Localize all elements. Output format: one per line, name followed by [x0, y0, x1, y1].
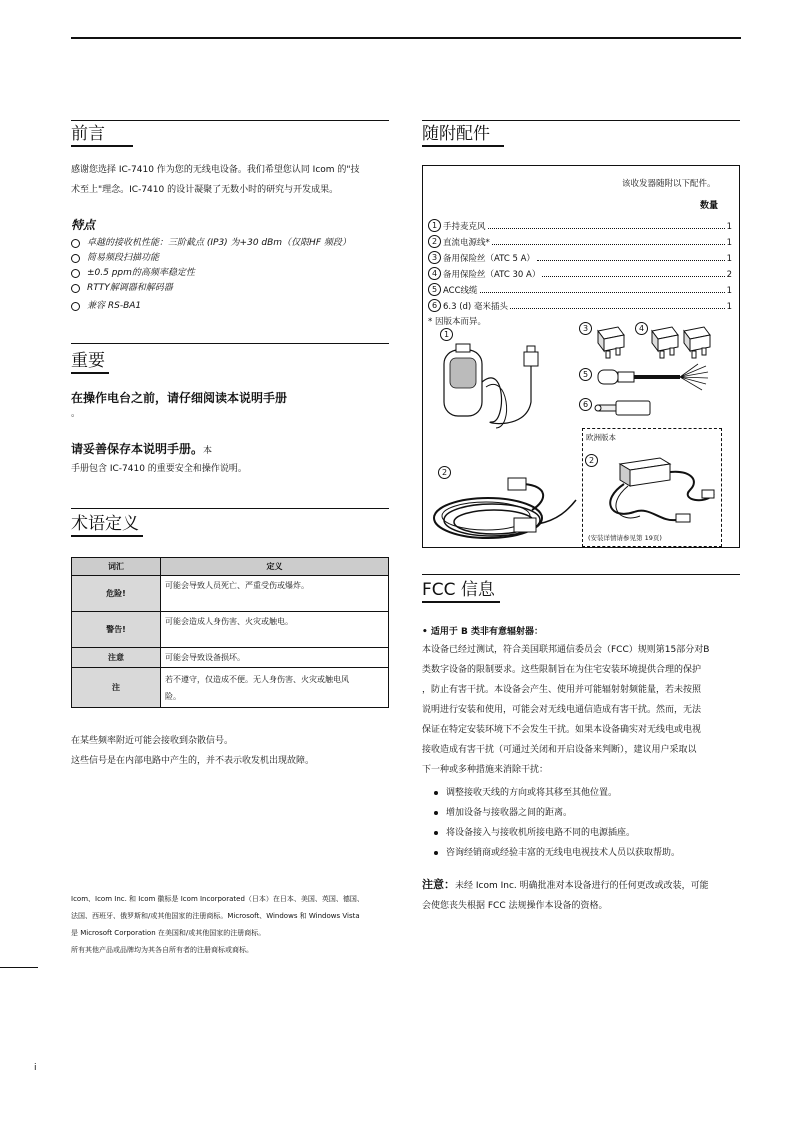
acc-cable-icon: [594, 362, 712, 394]
table-row: [72, 668, 389, 708]
ring-bullet-icon: [71, 302, 80, 311]
caution-label: 注意：: [422, 878, 455, 891]
ring-bullet-icon: [71, 254, 80, 263]
ring-bullet-icon: [71, 239, 80, 248]
accessories-title: 随附配件: [422, 124, 490, 144]
bullet-icon: [434, 811, 438, 815]
def-cell: 若不遵守，仅造成不便。无人身伤害、火灾或触电风 险。: [161, 668, 389, 708]
terms-header-def: 定义: [161, 558, 389, 576]
bullet-icon: [434, 791, 438, 795]
callout-3: 3: [579, 322, 592, 335]
accessories-top-rule: [422, 120, 740, 121]
accessories-list: [428, 216, 732, 312]
list-item: 1 手持麦克风 1: [428, 216, 732, 232]
dc-power-cable-europe-icon: [590, 450, 720, 534]
preface-title: 前言: [71, 124, 105, 144]
preface-top-rule: [71, 120, 389, 121]
page-number: i: [34, 1063, 37, 1073]
terms-header-term: 词汇: [72, 558, 161, 576]
callout-2: 2: [438, 466, 451, 479]
features-title: 特点: [71, 218, 96, 232]
important-top-rule: [71, 343, 389, 344]
features-list: [71, 236, 389, 314]
terms-title: 术语定义: [71, 514, 139, 534]
accessories-underline: [422, 145, 504, 147]
term-cell: 警告!: [72, 612, 161, 648]
list-item: 2 直流电源线* 1: [428, 232, 732, 248]
callout-4: 4: [635, 322, 648, 335]
list-item: 调整接收天线的方向或将其移至其他位置。: [432, 783, 742, 803]
fcc-measures-list: [432, 783, 742, 863]
feature-item: ±0.5 ppm的高频率稳定性: [71, 266, 389, 281]
ring-bullet-icon: [71, 269, 80, 278]
plug-icon: [594, 398, 654, 418]
fuse-30a-icon: [680, 325, 712, 359]
callout-5: 5: [579, 368, 592, 381]
callout-6: 6: [579, 398, 592, 411]
important-line-3: 手册包含 IC-7410 的重要安全和操作说明。: [71, 464, 247, 474]
def-cell: 可能会导致设备损坏。: [161, 648, 389, 668]
fcc-top-rule: [422, 574, 740, 575]
list-item: 增加设备与接收器之间的距离。: [432, 803, 742, 823]
preface-intro-line-1: 感谢您选择 IC-7410 作为您的无线电设备。我们希望您认同 Icom 的"技: [71, 165, 360, 175]
dc-power-cable-icon: [428, 470, 580, 544]
terms-header-row: [72, 558, 389, 576]
fuse-5a-icon: [594, 325, 626, 359]
accessories-caption: 该收发器随附以下配件。: [622, 179, 716, 189]
preface-underline: [71, 145, 133, 147]
list-item: 5 ACC线缆 1: [428, 280, 732, 296]
europe-note: (安装详情请参见第 19页): [588, 534, 662, 542]
def-cell: 可能会造成人身伤害、火灾或触电。: [161, 612, 389, 648]
feature-item: 兼容 RS-BA1: [71, 299, 389, 314]
table-row: [72, 648, 389, 668]
trademark-notice: Icom、Icom Inc. 和 Icom 徽标是 Icom Incorporated（日本）在日本、美国、英国、德国、 法国、西班牙、俄罗斯和/或其他国家的注册商标。Microsoft、Windows 和 Windows Vista 是 Microsoft Corporation 在美国和/或其他国家的注册商标。 所有其他产品或品牌均为其各自所有者的注册商标或商标。: [71, 895, 364, 954]
terms-note-1: 在某些频率附近可能会接收到杂散信号。: [71, 736, 234, 746]
bullet-icon: [434, 831, 438, 835]
important-line-1: 在操作电台之前，请仔细阅读本说明手册: [71, 391, 288, 405]
terms-top-rule: [71, 508, 389, 509]
callout-2-europe: 2: [585, 454, 598, 467]
qty-label: 数量: [700, 201, 719, 211]
preface-intro-line-2: 术至上"理念。IC-7410 的设计凝聚了无数小时的研究与开发成果。: [71, 185, 339, 195]
important-line-2-bold: 请妥善保存本说明手册。: [71, 442, 204, 456]
fcc-caution: 注意：未经 Icom Inc. 明确批准对本设备进行的任何更改或改装，可能 会使您丧失根据 FCC 法规操作本设备的资格。: [422, 878, 709, 911]
table-row: [72, 576, 389, 612]
table-row: [72, 612, 389, 648]
list-item: 咨询经销商或经验丰富的无线电电视技术人员以获取帮助。: [432, 843, 742, 863]
fuse-30a-icon: [648, 325, 680, 359]
terms-underline: [71, 535, 143, 537]
terms-note-2: 这些信号是在内部电路中产生的，并不表示收发机出现故障。: [71, 756, 315, 766]
important-line-1-tail: 。: [71, 409, 81, 419]
fcc-title: FCC 信息: [422, 580, 495, 600]
important-line-2-tail: 本: [203, 446, 213, 456]
feature-item: RTTY解调器和解码器: [71, 281, 389, 296]
europe-label: 欧洲版本: [586, 433, 616, 442]
feature-item: 卓越的接收机性能：三阶截点 (IP3) 为+30 dBm（仅限HF 频段）: [71, 236, 389, 251]
accessories-footnote: * 因版本而异。: [428, 317, 486, 327]
list-item: 3 备用保险丝（ATC 5 A） 1: [428, 248, 732, 264]
term-cell: 注: [72, 668, 161, 708]
term-cell: 危险!: [72, 576, 161, 612]
ring-bullet-icon: [71, 284, 80, 293]
important-line-2: [71, 438, 212, 457]
bullet-icon: [434, 851, 438, 855]
list-item: 6 6.3 (d) 毫米插头 1: [428, 296, 732, 312]
feature-item: 简易频段扫描功能: [71, 251, 389, 266]
hand-microphone-icon: [436, 342, 548, 437]
important-title: 重要: [71, 351, 105, 371]
list-item: 4 备用保险丝（ATC 30 A） 2: [428, 264, 732, 280]
fcc-body: 本设备已经过测试，符合美国联邦通信委员会（FCC）规则第15部分对B 类数字设备的限制要求。这些限制旨在为住宅安装环境提供合理的保护 ，防止有害干扰。本设备会产生、使用并可能辐射射频能量，若未按照 说明进行安装和使用，可能会对无线电通信造成有害干扰。然而，无法 保证在特定安装环境下不会发生干扰。如果本设备确实对无线电或电视 接收造成有害干扰（可通过关闭和开启设备来判断），建议用户采取以 下一种或多种措施来消除干扰：: [422, 645, 710, 775]
fcc-heading: • 适用于 B 类非有意辐射器：: [422, 627, 544, 637]
top-rule: [71, 37, 741, 39]
list-item: 将设备接入与接收机所接电路不同的电源插座。: [432, 823, 742, 843]
preface-intro: [71, 160, 389, 200]
term-cell: 注意: [72, 648, 161, 668]
important-underline: [71, 372, 109, 374]
footer-rule: [0, 967, 38, 968]
def-cell: 可能会导致人员死亡、严重受伤或爆炸。: [161, 576, 389, 612]
terms-table: [71, 557, 389, 708]
callout-1: 1: [440, 328, 453, 341]
fcc-underline: [422, 601, 500, 603]
